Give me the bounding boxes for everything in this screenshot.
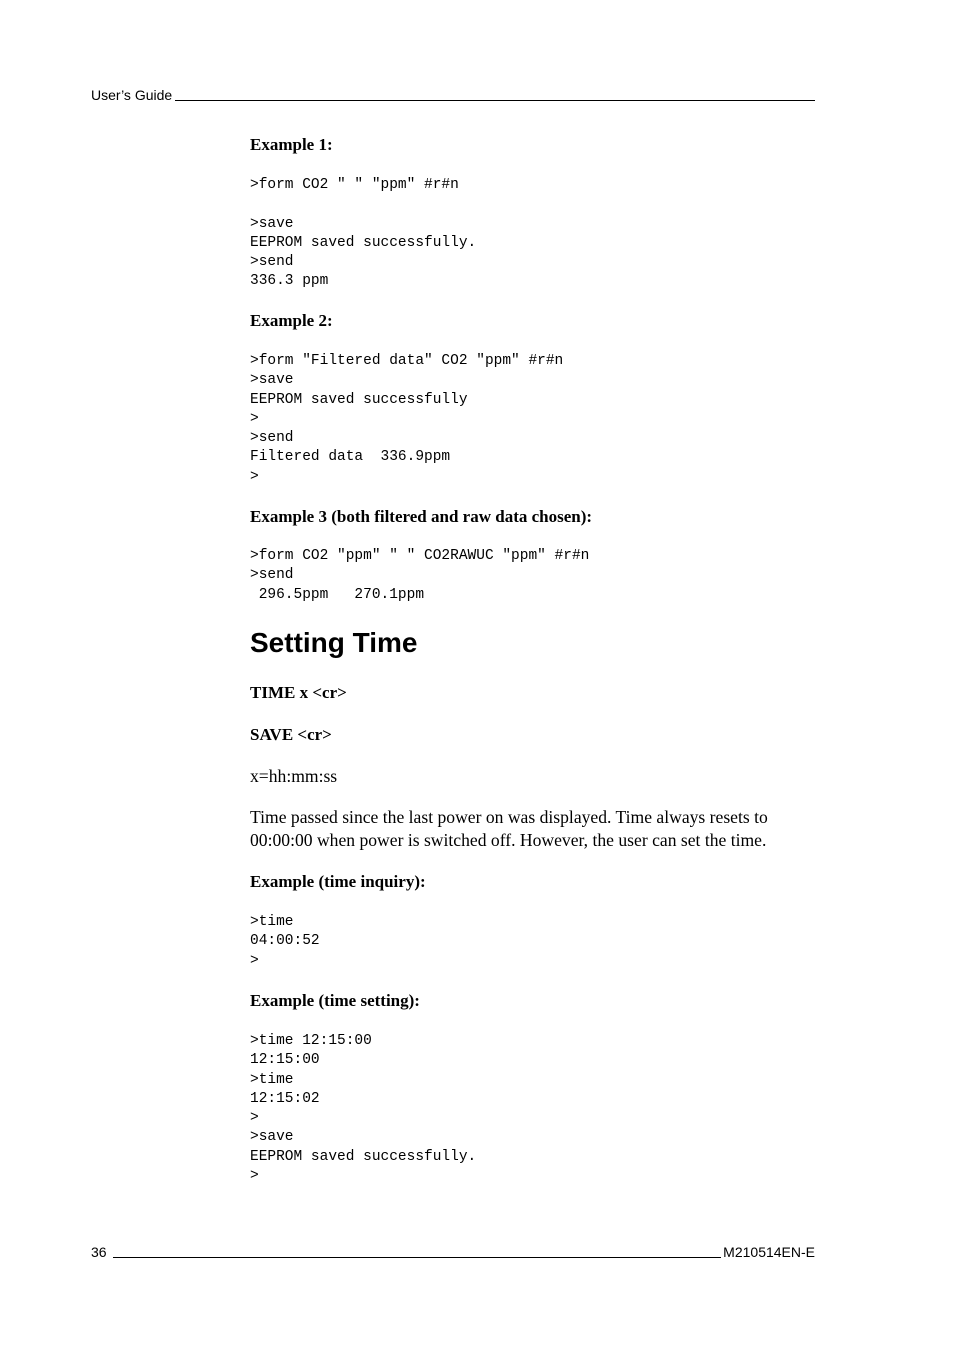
example-2-title: Example 2: bbox=[250, 311, 333, 330]
example-1-code: >form CO2 " " "ppm" #r#n >save EEPROM saved successfully. >send 336.3 ppm bbox=[250, 177, 477, 290]
header-rule bbox=[175, 99, 815, 101]
document-id: M210514EN-E bbox=[723, 1244, 815, 1260]
example-inquiry-code: >time 04:00:52 > bbox=[250, 914, 320, 969]
command-save: SAVE <cr> bbox=[250, 725, 332, 744]
example-setting-code: >time 12:15:00 12:15:00 >time 12:15:02 > >save EEPROM saved successfully. > bbox=[250, 1033, 477, 1185]
page-footer bbox=[91, 1244, 815, 1260]
example-3-code: >form CO2 "ppm" " " CO2RAWUC "ppm" #r#n >send 296.5ppm 270.1ppm bbox=[250, 548, 590, 603]
example-inquiry-title: Example (time inquiry): bbox=[250, 872, 426, 891]
page-header bbox=[91, 87, 815, 103]
section-description: Time passed since the last power on was displayed. Time always resets to 00:00:00 when power is switched off. However, the user can set the time. bbox=[250, 807, 768, 850]
page-number: 36 bbox=[91, 1244, 107, 1260]
example-setting-title: Example (time setting): bbox=[250, 991, 420, 1010]
example-2-code: >form "Filtered data" CO2 "ppm" #r#n >save EEPROM saved successfully > >send Filtered data 336.9ppm > bbox=[250, 353, 564, 485]
time-format: x=hh:mm:ss bbox=[250, 766, 338, 786]
command-time: TIME x <cr> bbox=[250, 683, 347, 702]
footer-rule bbox=[113, 1256, 722, 1258]
example-1-title: Example 1: bbox=[250, 135, 333, 154]
header-title: User’s Guide bbox=[91, 87, 173, 103]
example-3-title: Example 3 (both filtered and raw data chosen): bbox=[250, 507, 593, 526]
section-title: Setting Time bbox=[250, 627, 418, 658]
